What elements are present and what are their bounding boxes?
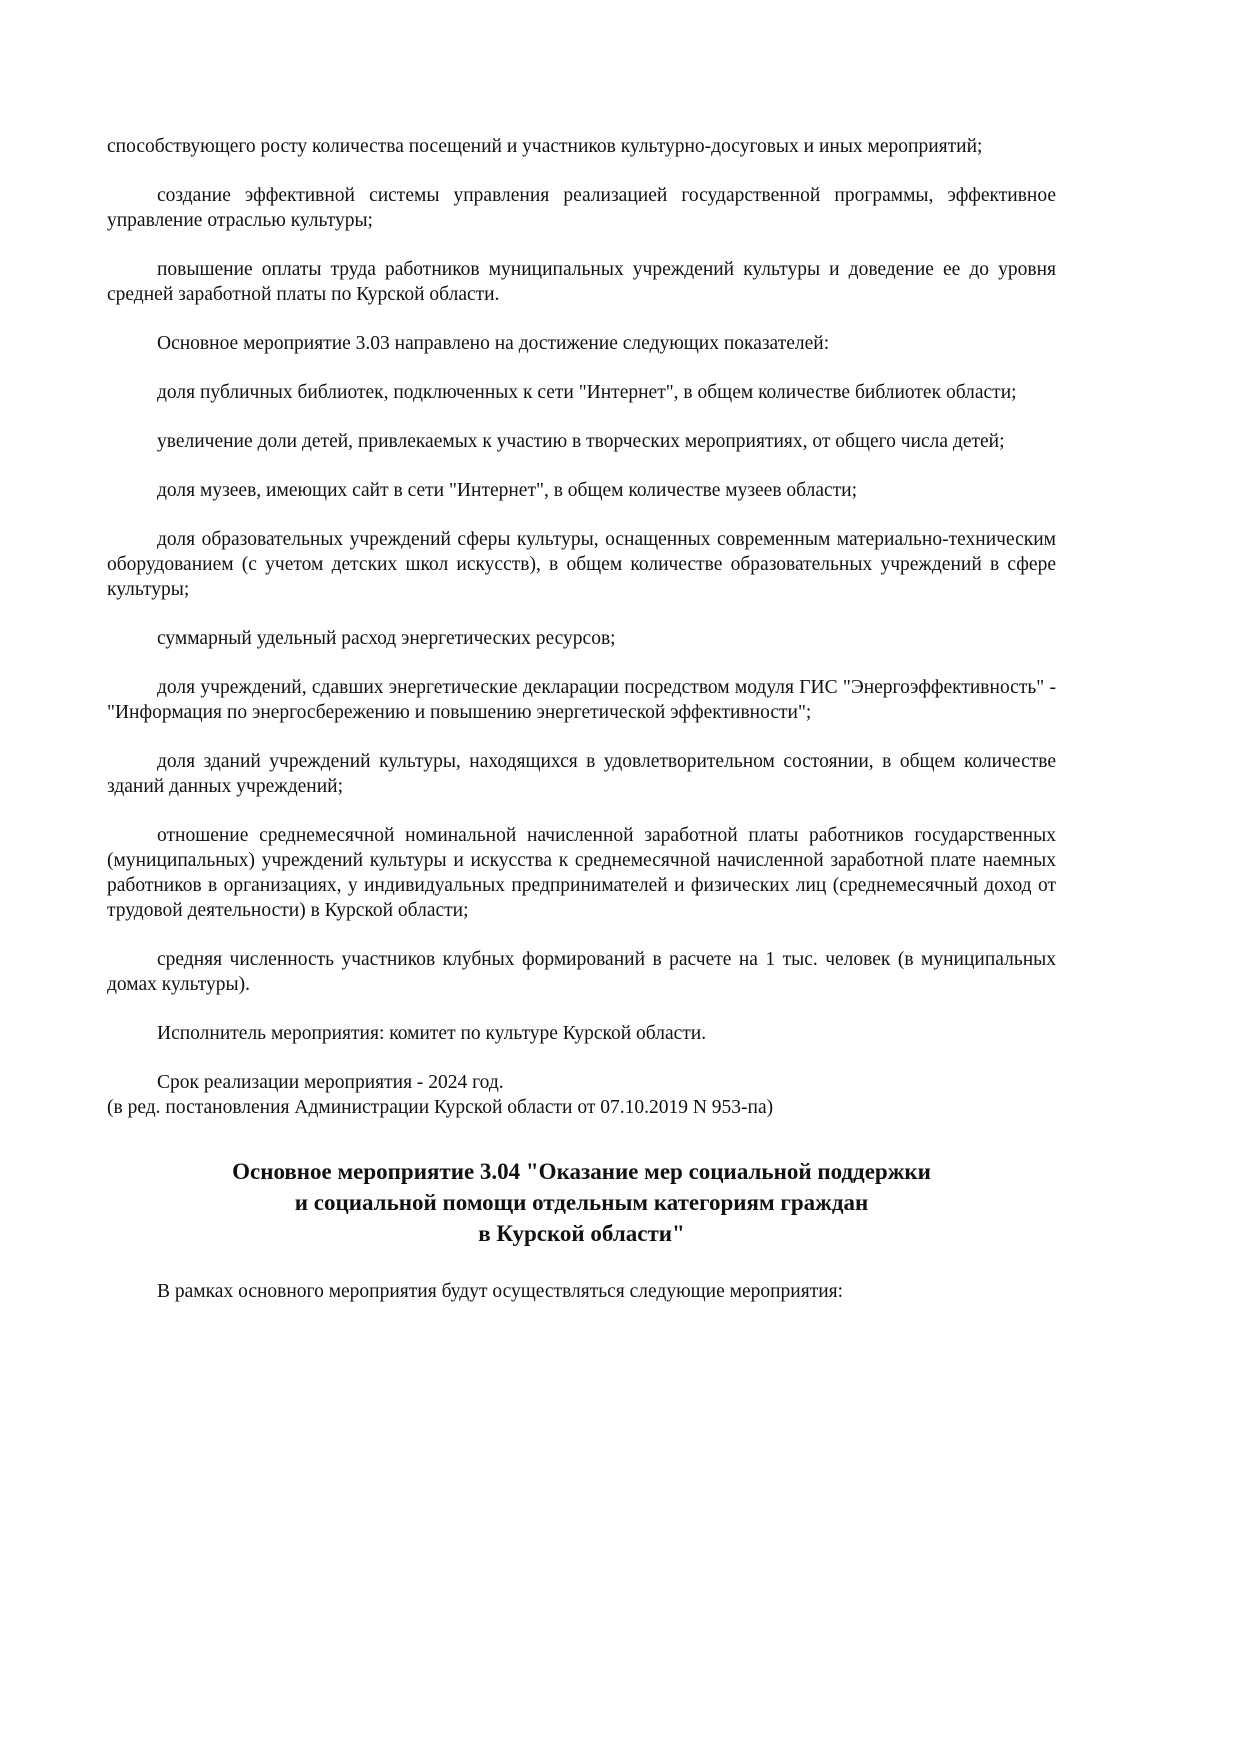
paragraph: доля учреждений, сдавших энергетические декларации посредством модуля ГИС "Энергоэффективность" - "Информация по энергосбережению и повышению энергетической эффективности";	[107, 677, 1056, 723]
amendment-note: (в ред. постановления Администрации Курской области от 07.10.2019 N 953-па)	[107, 1097, 774, 1118]
paragraph: суммарный удельный расход энергетических ресурсов;	[157, 628, 616, 649]
paragraph: доля публичных библиотек, подключенных к сети "Интернет", в общем количестве библиотек области;	[157, 382, 1017, 403]
paragraph: увеличение доли детей, привлекаемых к участию в творческих мероприятиях, от общего числа детей;	[157, 431, 1005, 452]
section-heading	[107, 1156, 1056, 1249]
paragraph: способствующего росту количества посещений и участников культурно-досуговых и иных мероприятий;	[107, 136, 983, 157]
heading-line: Основное мероприятие 3.04 "Оказание мер социальной поддержки	[232, 1159, 931, 1184]
heading-line: в Курской области"	[478, 1221, 685, 1246]
paragraph: Срок реализации мероприятия - 2024 год.	[157, 1072, 504, 1093]
paragraph: создание эффективной системы управления реализацией государственной программы, эффективное управление отраслью культуры;	[107, 185, 1056, 231]
paragraph: отношение среднемесячной номинальной начисленной заработной платы работников государственных (муниципальных) учреждений культуры и искусства к среднемесячной начисленной заработной плате наемных работников в организациях, у индивидуальных предпринимателей и физических лиц (среднемесячный доход от трудовой деятельности) в Курской области;	[107, 825, 1056, 921]
paragraph: Основное мероприятие 3.03 направлено на достижение следующих показателей:	[157, 333, 830, 354]
paragraph: В рамках основного мероприятия будут осуществляться следующие мероприятия:	[157, 1281, 844, 1302]
paragraph: Исполнитель мероприятия: комитет по культуре Курской области.	[157, 1023, 707, 1044]
paragraph: средняя численность участников клубных формирований в расчете на 1 тыс. человек (в муниципальных домах культуры).	[107, 949, 1056, 995]
paragraph: доля зданий учреждений культуры, находящихся в удовлетворительном состоянии, в общем количестве зданий данных учреждений;	[107, 751, 1056, 797]
document-page	[107, 134, 1056, 1328]
paragraph: доля музеев, имеющих сайт в сети "Интернет", в общем количестве музеев области;	[157, 480, 858, 501]
paragraph: доля образовательных учреждений сферы культуры, оснащенных современным материально-техническим оборудованием (с учетом детских школ искусств), в общем количестве образовательных учреждений в сфере культуры;	[107, 529, 1056, 600]
heading-line: и социальной помощи отдельным категориям граждан	[294, 1190, 869, 1215]
paragraph: повышение оплаты труда работников муниципальных учреждений культуры и доведение ее до уровня средней заработной платы по Курской области.	[107, 259, 1056, 305]
